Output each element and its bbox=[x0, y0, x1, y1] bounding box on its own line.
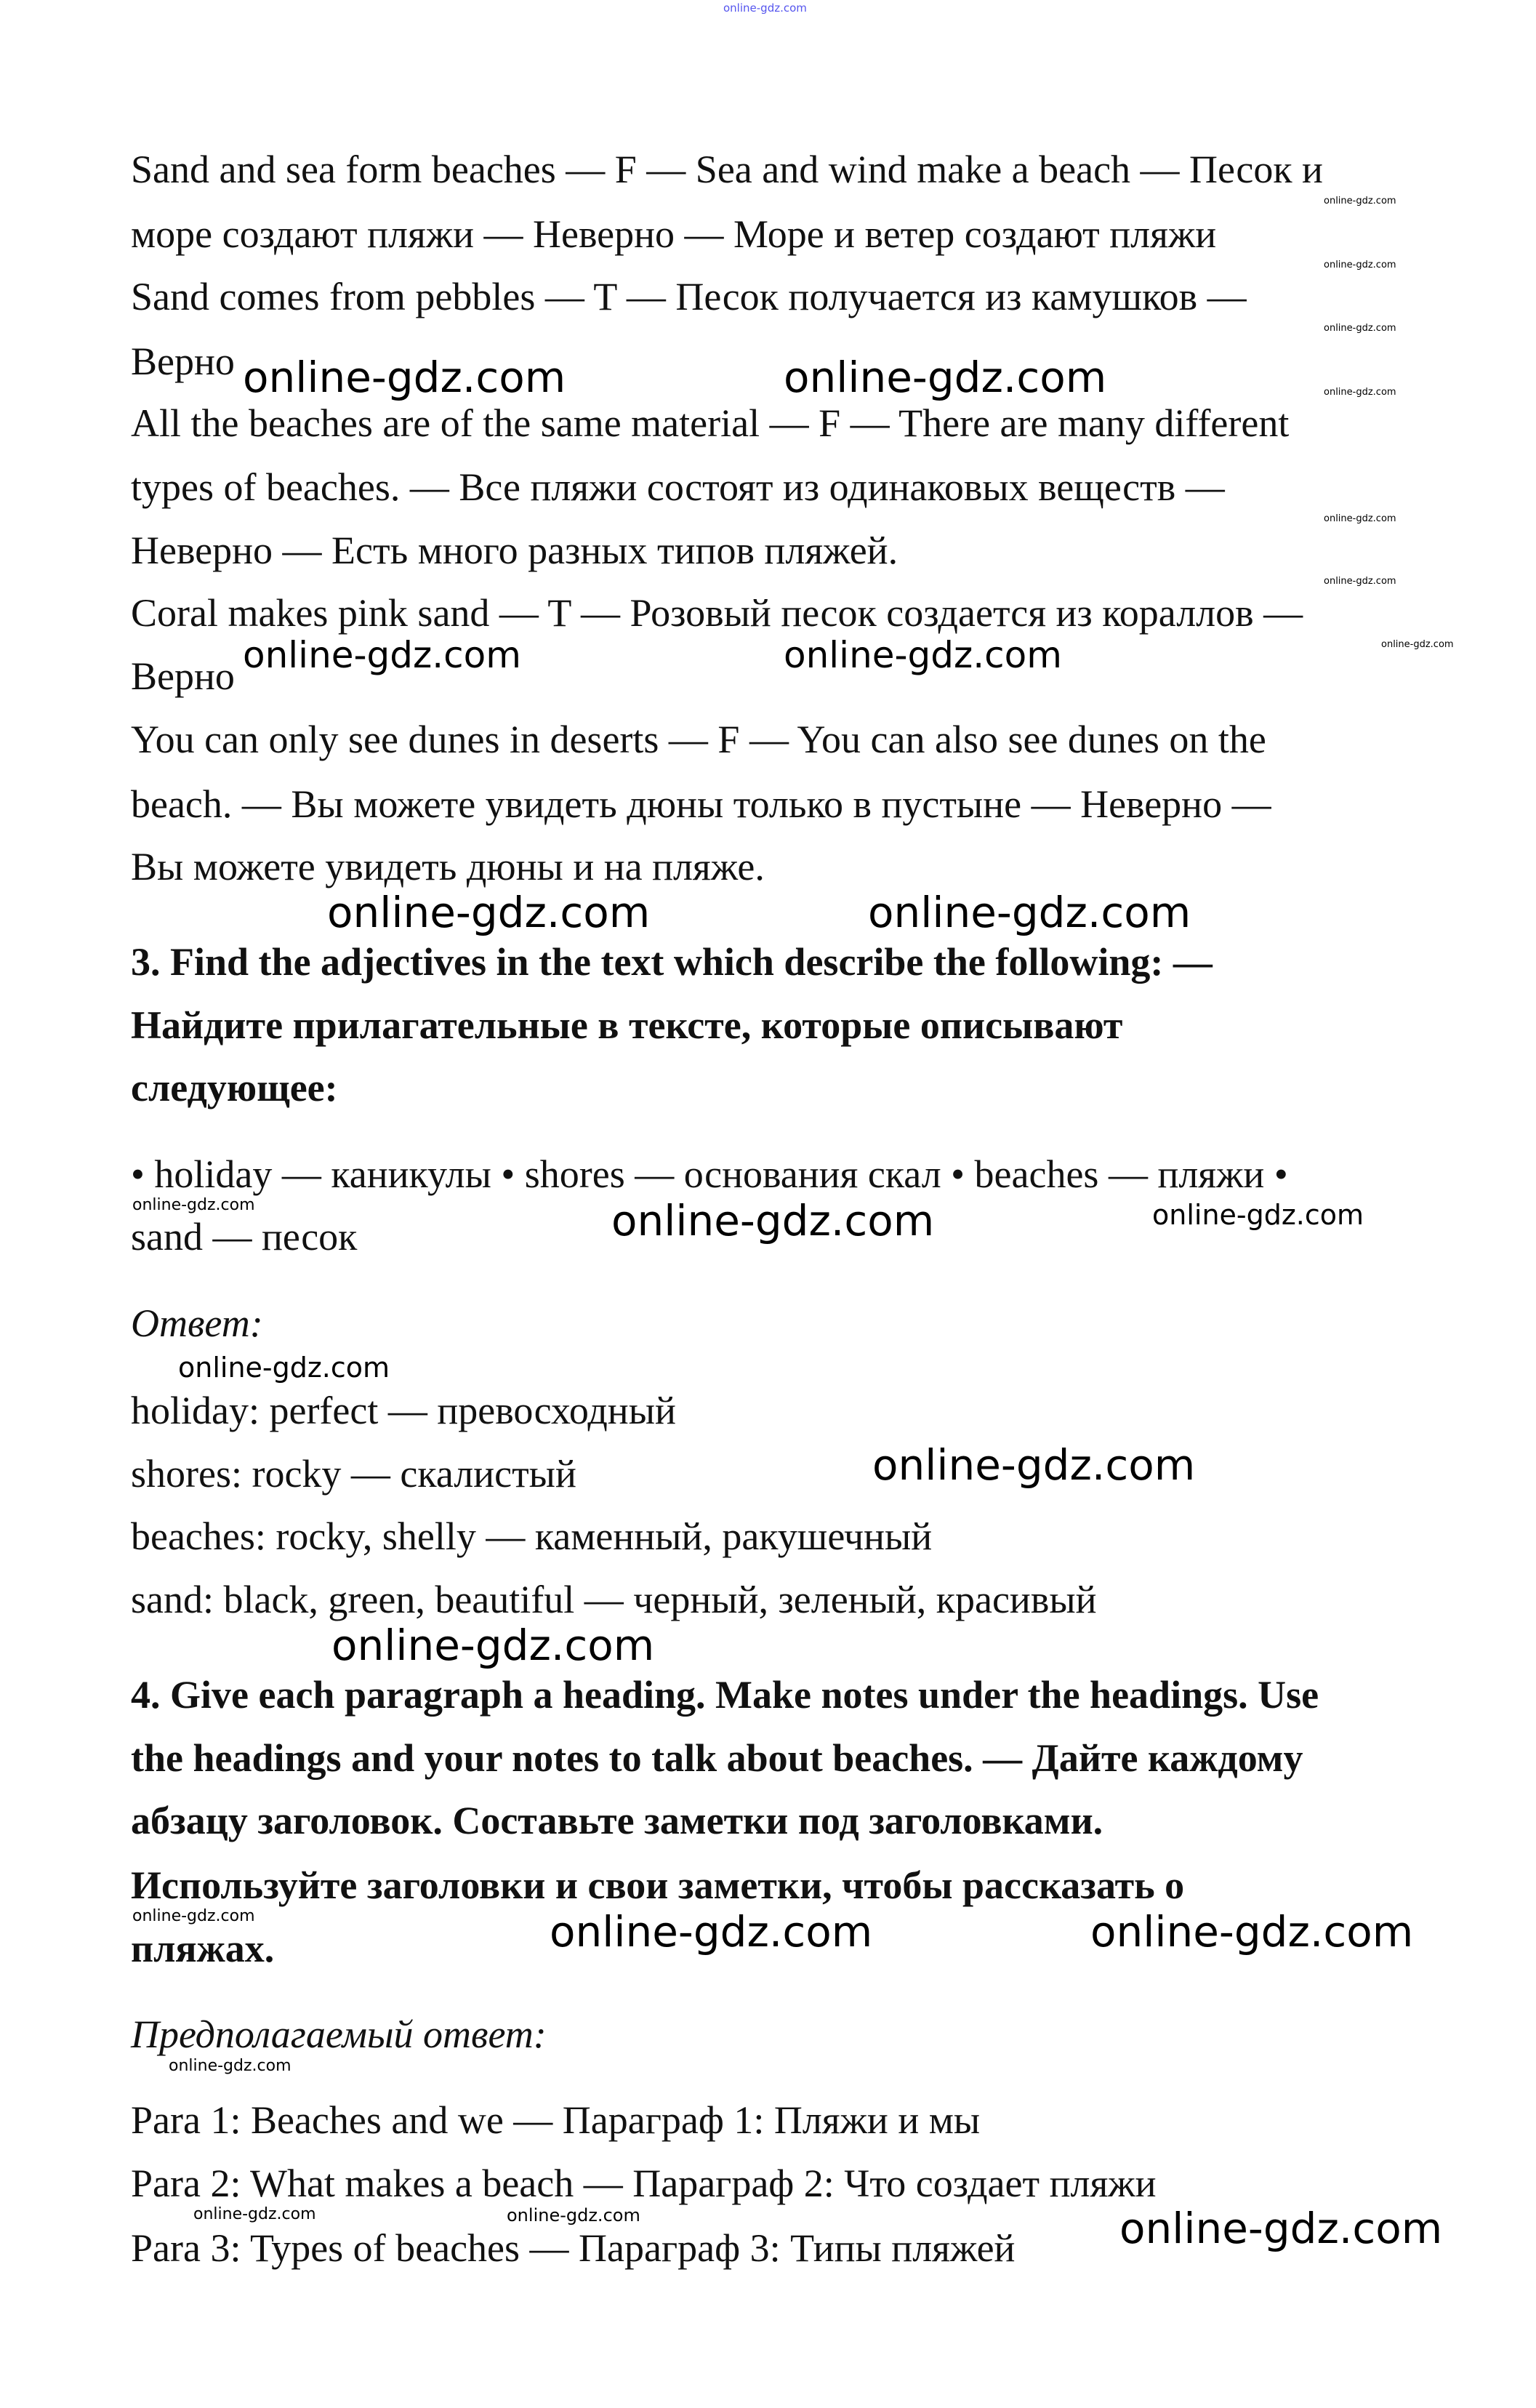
answer-line: beaches: rocky, shelly — каменный, ракушечный bbox=[131, 1514, 933, 1558]
watermark: online-gdz.com bbox=[132, 1196, 255, 1214]
watermark: online-gdz.com bbox=[872, 1440, 1196, 1490]
watermark: online-gdz.com bbox=[243, 353, 566, 402]
watermark: online-gdz.com bbox=[331, 1621, 655, 1670]
watermark: online-gdz.com bbox=[1119, 2204, 1443, 2253]
task4-heading: пляжах. bbox=[131, 1927, 275, 1970]
watermark: online-gdz.com bbox=[1324, 196, 1396, 206]
watermark: online-gdz.com bbox=[1324, 513, 1396, 524]
text-line: Неверно — Есть много разных типов пляжей. bbox=[131, 529, 898, 572]
watermark: online-gdz.com bbox=[868, 888, 1191, 937]
answer-label: Ответ: bbox=[131, 1301, 263, 1345]
answer-line: Para 1: Beaches and we — Параграф 1: Пляжи и мы bbox=[131, 2098, 981, 2142]
watermark: online-gdz.com bbox=[1324, 387, 1396, 398]
text-line: море создают пляжи — Неверно — Море и ветер создают пляжи bbox=[131, 212, 1217, 256]
answer-line: shores: rocky — скалистый bbox=[131, 1452, 576, 1496]
watermark: online-gdz.com bbox=[1381, 639, 1454, 650]
task3-heading: Найдите прилагательные в тексте, которые описывают bbox=[131, 1003, 1123, 1047]
watermark: online-gdz.com bbox=[193, 2205, 316, 2223]
text-line: beach. — Вы можете увидеть дюны только в пустыне — Неверно — bbox=[131, 782, 1271, 826]
watermark: online-gdz.com bbox=[1324, 323, 1396, 334]
text-line: Sand and sea form beaches — F — Sea and wind make a beach — Песок и bbox=[131, 148, 1323, 191]
text-line: Sand comes from pebbles — T — Песок получается из камушков — bbox=[131, 275, 1247, 318]
task3-items: sand — песок bbox=[131, 1215, 358, 1259]
text-line: All the beaches are of the same material — F — There are many different bbox=[131, 401, 1290, 445]
watermark: online-gdz.com bbox=[784, 353, 1107, 402]
task4-heading: Используйте заголовки и свои заметки, чтобы рассказать о bbox=[131, 1863, 1185, 1907]
watermark: online-gdz.com bbox=[327, 888, 651, 937]
watermark: online-gdz.com bbox=[550, 1907, 873, 1956]
answer-line: Para 2: What makes a beach — Параграф 2: Что создает пляжи bbox=[131, 2162, 1157, 2205]
answer-line: Para 3: Types of beaches — Параграф 3: Типы пляжей bbox=[131, 2226, 1016, 2270]
header-watermark[interactable]: online-gdz.com bbox=[723, 1, 807, 15]
task4-heading: the headings and your notes to talk about beaches. — Дайте каждому bbox=[131, 1736, 1303, 1780]
answer-line: sand: black, green, beautiful — черный, зеленый, красивый bbox=[131, 1578, 1097, 1621]
watermark: online-gdz.com bbox=[507, 2205, 640, 2226]
watermark: online-gdz.com bbox=[1152, 1199, 1364, 1231]
task4-heading: абзацу заголовок. Составьте заметки под заголовками. bbox=[131, 1799, 1103, 1842]
task3-items: • holiday — каникулы • shores — основания скал • beaches — пляжи • bbox=[131, 1152, 1288, 1196]
watermark: online-gdz.com bbox=[132, 1907, 255, 1925]
watermark: online-gdz.com bbox=[784, 634, 1062, 676]
watermark: online-gdz.com bbox=[178, 1352, 390, 1384]
answer-label: Предполагаемый ответ: bbox=[131, 2012, 547, 2056]
text-line: Coral makes pink sand — T — Розовый песок создается из кораллов — bbox=[131, 591, 1303, 635]
watermark: online-gdz.com bbox=[1324, 260, 1396, 270]
watermark: online-gdz.com bbox=[1324, 576, 1396, 587]
answer-line: holiday: perfect — превосходный bbox=[131, 1389, 676, 1432]
text-line: Верно bbox=[131, 654, 235, 698]
watermark: online-gdz.com bbox=[1090, 1907, 1414, 1956]
text-line: You can only see dunes in deserts — F — You can also see dunes on the bbox=[131, 718, 1266, 761]
text-line: types of beaches. — Все пляжи состоят из одинаковых веществ — bbox=[131, 465, 1225, 509]
watermark: online-gdz.com bbox=[169, 2057, 291, 2075]
task3-heading: 3. Find the adjectives in the text which describe the following: — bbox=[131, 940, 1213, 984]
task4-heading: 4. Give each paragraph a heading. Make notes under the headings. Use bbox=[131, 1673, 1319, 1717]
watermark: online-gdz.com bbox=[243, 634, 521, 676]
watermark: online-gdz.com bbox=[611, 1196, 935, 1245]
text-line: Верно bbox=[131, 340, 235, 383]
text-line: Вы можете увидеть дюны и на пляже. bbox=[131, 845, 765, 888]
task3-heading: следующее: bbox=[131, 1066, 338, 1109]
